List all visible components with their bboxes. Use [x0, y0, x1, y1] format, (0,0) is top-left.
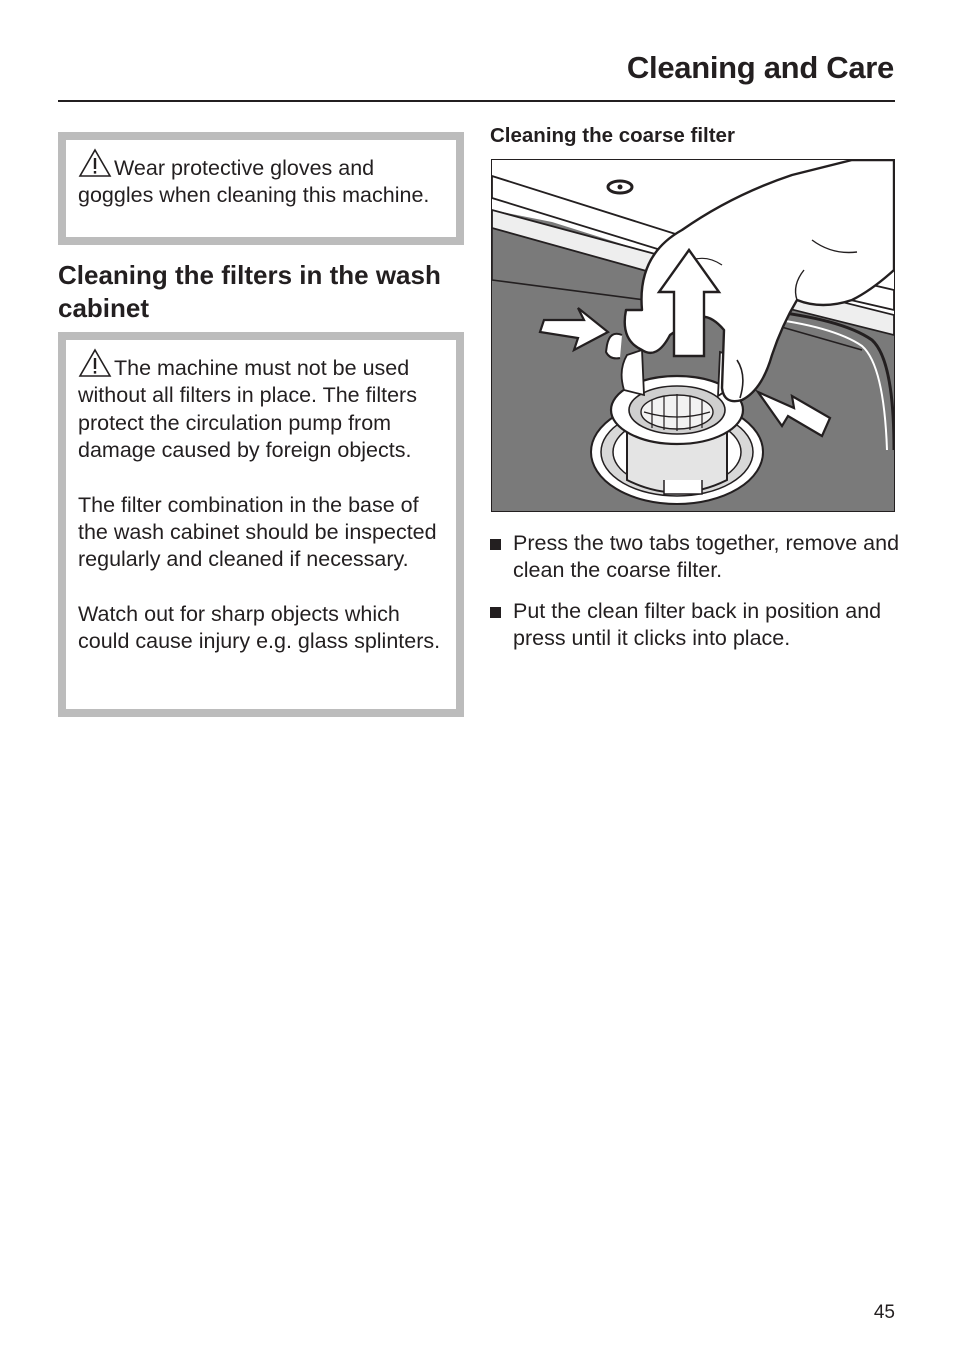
- filters-warning-text-2: The filter combination in the base of the wash cabinet should be inspected regularly and cleaned if necessary.: [78, 492, 437, 572]
- warning-triangle-icon: [78, 148, 112, 178]
- subsection-title: Cleaning the coarse filter: [490, 124, 735, 147]
- gloves-warning-box: [58, 132, 464, 245]
- coarse-filter-illustration: [491, 159, 895, 512]
- header-rule: [58, 100, 895, 102]
- step-text-2: Put the clean filter back in position and press until it clicks into place.: [513, 598, 882, 651]
- warning-triangle-icon: [78, 348, 112, 378]
- gloves-warning-text: Wear protective gloves and goggles when cleaning this machine.: [78, 156, 430, 208]
- square-bullet-icon: [490, 539, 501, 550]
- page-header-title: Cleaning and Care: [626, 50, 894, 85]
- cleaning-steps-list: [490, 530, 900, 666]
- gloves-warning: [78, 148, 444, 210]
- filters-warning-box: [58, 332, 464, 717]
- section-title: Cleaning the filters in the wash cabinet: [58, 260, 441, 323]
- list-item: [490, 530, 900, 585]
- list-item: [490, 598, 900, 653]
- filters-warning-1: [78, 348, 444, 465]
- hand-removing-filter-illustration: [492, 160, 894, 511]
- step-text-1: Press the two tabs together, remove and clean the coarse filter.: [513, 531, 900, 583]
- square-bullet-icon: [490, 607, 501, 618]
- filters-warning-text-1: The machine must not be used without all filters in place. The filters protect the circulation pump from damage caused by foreign objects.: [78, 356, 417, 463]
- page-number: 45: [873, 1302, 895, 1323]
- filters-warning-text-3: Watch out for sharp objects which could cause injury e.g. glass splinters.: [78, 601, 441, 654]
